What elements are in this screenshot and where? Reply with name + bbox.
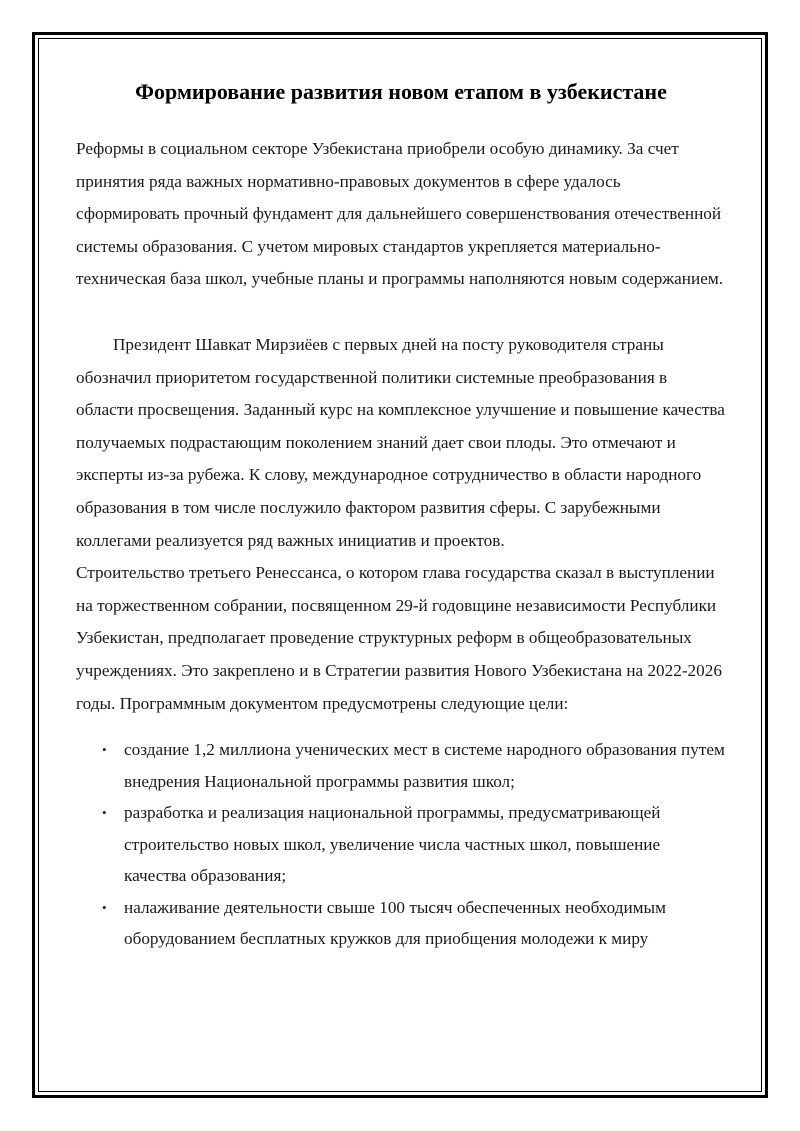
goals-list — [76, 734, 726, 955]
bullet-icon: • — [102, 899, 107, 915]
paragraph-president: Президент Шавкат Мирзиёев с первых дней на посту руководителя страны обозначил приоритетом государственной политики системные преобразования в области просвещения. Заданный курс на комплексное улучшение и повышение качества получаемых подрастающим поколением знаний дает свои плоды. Это отмечают и эксперты из-за рубежа. К слову, международное сотрудничество в области народного образования в том числе послужило фактором развития сферы. С зарубежными коллегами реализуется ряд важных инициатив и проектов. — [76, 334, 725, 550]
list-item-text: разработка и реализация национальной программы, предусматривающей строительство новых школ, увеличение числа частных школ, повышение качества образования; — [124, 803, 661, 886]
document-title: Формирование развития новом етапом в узбекистане — [135, 79, 667, 104]
bullet-icon: • — [102, 805, 107, 821]
list-item-text: создание 1,2 миллиона ученических мест в системе народного образования путем внедрения Национальной программы развития школ; — [124, 740, 725, 791]
paragraph-reforms: Реформы в социальном секторе Узбекистана приобрели особую динамику. За счет принятия ряда важных нормативно-правовых документов в сфере удалось сформировать прочный фундамент для дальнейшего совершенствования отечественной системы образования. С учетом мировых стандартов укрепляется материально-техническая база школ, учебные планы и программы наполняются новым содержанием. — [76, 139, 724, 289]
bullet-icon: • — [102, 742, 107, 758]
paragraph-renaissance: Строительство третьего Ренессанса, о котором глава государства сказал в выступлении на торжественном собрании, посвященном 29-й годовщине независимости Республики Узбекистан, предполагает проведение структурных реформ в общеобразовательных учреждениях. Это закреплено и в Стратегии развития Нового Узбекистана на 2022-2026 годы. Программным документом предусмотрены следующие цели: — [76, 563, 722, 713]
list-item-text: налаживание деятельности свыше 100 тысяч обеспеченных необходимым оборудованием бесплатных кружков для приобщения молодежи к миру — [124, 897, 666, 949]
document-body — [76, 72, 726, 955]
list-item — [76, 797, 726, 892]
list-item — [76, 892, 726, 955]
list-item — [76, 734, 726, 797]
